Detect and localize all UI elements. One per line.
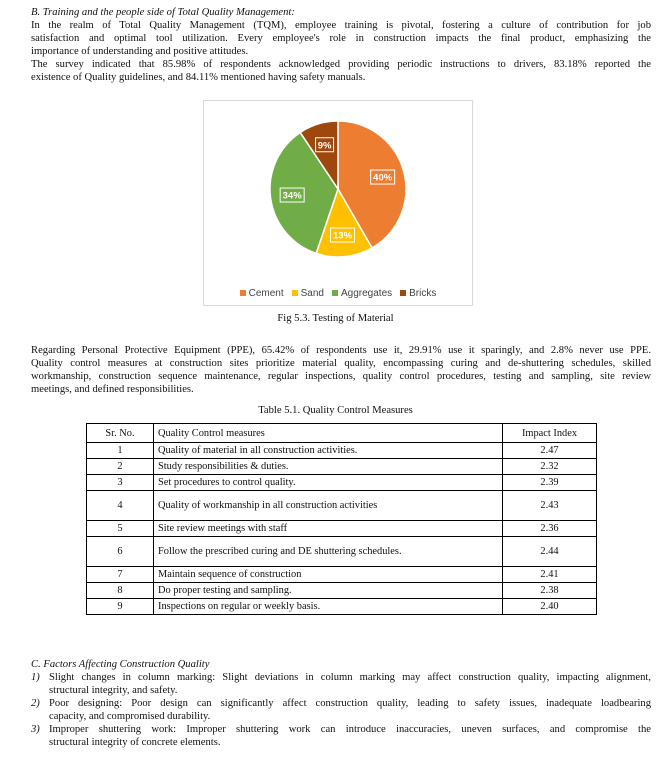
- list-item: [31, 723, 651, 749]
- table-row: [87, 491, 597, 521]
- cell-measure: Quality of material in all construction activities.: [154, 443, 503, 459]
- factors-list: [31, 671, 651, 749]
- pie-chart-svg: [204, 101, 472, 305]
- cell-impact-index: 2.47: [503, 443, 597, 459]
- legend-label: Cement: [248, 288, 284, 299]
- cell-sr-no: 2: [87, 459, 154, 475]
- text-line: Slight changes in column marking: Slight deviations in column marking may affect construction quality, impacting alignment,: [49, 672, 651, 683]
- cell-sr-no: 6: [87, 537, 154, 567]
- cell-impact-index: 2.44: [503, 537, 597, 567]
- text-line: importance of understanding and positive attitudes.: [31, 46, 249, 57]
- legend-swatch: [292, 290, 298, 296]
- table-caption: Table 5.1. Quality Control Measures: [258, 405, 413, 416]
- text-line: capacity, and compromised durability.: [49, 711, 211, 722]
- section-b-paragraph-1: [31, 19, 651, 58]
- legend-label: Bricks: [409, 288, 437, 299]
- text-line: Quality control measures at construction sites prioritize material quality, encompassing curing and de-shuttering schedules, skilled: [31, 358, 651, 369]
- pie-data-label: [331, 228, 355, 242]
- text-line: Improper shuttering work: Improper shuttering work can introduce inaccuracies, uneven surfaces, and compromise the: [49, 724, 651, 735]
- cell-measure: Set procedures to control quality.: [154, 475, 503, 491]
- svg-text:9%: 9%: [317, 140, 332, 152]
- cell-measure: Quality of workmanship in all construction activities: [154, 491, 503, 521]
- legend-swatch: [240, 290, 246, 296]
- text-line: Regarding Personal Protective Equipment (PPE), 65.42% of respondents use it, 29.91% use it sparingly, and 2.8% never use PPE.: [31, 345, 651, 356]
- table-row: [87, 475, 597, 491]
- cell-impact-index: 2.41: [503, 567, 597, 583]
- section-b-heading: B. Training and the people side of Total Quality Management:: [31, 7, 295, 18]
- cell-sr-no: 9: [87, 599, 154, 615]
- pie-data-label: [280, 188, 304, 202]
- text-line: The survey indicated that 85.98% of respondents acknowledged providing periodic instructions to drivers, 83.18% reported the: [31, 59, 651, 70]
- table-row: [87, 537, 597, 567]
- legend-item-cement: [240, 288, 284, 299]
- pie-data-label: [316, 138, 334, 152]
- text-line: existence of Quality guidelines, and 84.11% mentioned having safety manuals.: [31, 72, 366, 83]
- cell-impact-index: 2.36: [503, 521, 597, 537]
- figure-caption: Fig 5.3. Testing of Material: [277, 313, 394, 324]
- text-line: satisfaction and optimal tool utilization. Every employee's role in construction impacts the final product, emphasizing the: [31, 33, 651, 44]
- text-line: structural integrity of concrete elements.: [49, 737, 221, 748]
- cell-impact-index: 2.39: [503, 475, 597, 491]
- text-line: Poor designing: Poor design can significantly affect construction quality, leading to safety issues, inadequate loadbearing: [49, 698, 651, 709]
- quality-control-table: [86, 423, 597, 615]
- table-row: [87, 583, 597, 599]
- text-line: In the realm of Total Quality Management (TQM), employee training is pivotal, fostering a culture of contribution for job: [31, 20, 651, 31]
- pie-chart: [203, 100, 473, 306]
- list-item-number: 3): [31, 724, 40, 735]
- chart-legend: [204, 288, 472, 299]
- table-row: [87, 567, 597, 583]
- cell-measure: Study responsibilities & duties.: [154, 459, 503, 475]
- list-item: [31, 671, 651, 697]
- svg-text:40%: 40%: [373, 172, 393, 184]
- text-line: meetings, and defined responsibilities.: [31, 384, 194, 395]
- ppe-paragraph: [31, 344, 651, 396]
- section-b: [31, 6, 651, 84]
- legend-label: Aggregates: [340, 288, 393, 299]
- table-header-row: [87, 424, 597, 443]
- cell-impact-index: 2.38: [503, 583, 597, 599]
- cell-measure: Site review meetings with staff: [154, 521, 503, 537]
- header-sr-no: Sr. No.: [87, 424, 154, 443]
- section-b-paragraph-2: [31, 58, 651, 84]
- legend-swatch: [400, 290, 406, 296]
- cell-sr-no: 7: [87, 567, 154, 583]
- cell-sr-no: 1: [87, 443, 154, 459]
- table-row: [87, 521, 597, 537]
- svg-text:13%: 13%: [333, 230, 353, 242]
- header-measure: Quality Control measures: [154, 424, 503, 443]
- cell-measure: Follow the prescribed curing and DE shuttering schedules.: [154, 537, 503, 567]
- table-row: [87, 443, 597, 459]
- legend-item-aggregates: [332, 288, 392, 299]
- svg-text:34%: 34%: [282, 190, 302, 202]
- cell-impact-index: 2.32: [503, 459, 597, 475]
- list-item-number: 2): [31, 698, 40, 709]
- legend-label: Sand: [300, 288, 324, 299]
- legend-swatch: [332, 290, 338, 296]
- cell-measure: Inspections on regular or weekly basis.: [154, 599, 503, 615]
- cell-sr-no: 3: [87, 475, 154, 491]
- section-c-heading: C. Factors Affecting Construction Quality: [31, 659, 210, 670]
- header-impact-index: Impact Index: [503, 424, 597, 443]
- table-row: [87, 599, 597, 615]
- legend-item-bricks: [400, 288, 436, 299]
- table-row: [87, 459, 597, 475]
- pie-data-label: [371, 170, 395, 184]
- cell-impact-index: 2.40: [503, 599, 597, 615]
- list-item-number: 1): [31, 672, 40, 683]
- list-item: [31, 697, 651, 723]
- cell-measure: Maintain sequence of construction: [154, 567, 503, 583]
- legend-item-sand: [292, 288, 324, 299]
- cell-sr-no: 8: [87, 583, 154, 599]
- text-line: workmanship, construction sequence maintenance, regular inspections, quality control procedures, testing and sampling, site review: [31, 371, 651, 382]
- cell-impact-index: 2.43: [503, 491, 597, 521]
- section-c: [31, 658, 651, 749]
- cell-sr-no: 4: [87, 491, 154, 521]
- text-line: structural integrity, and safety.: [49, 685, 178, 696]
- cell-sr-no: 5: [87, 521, 154, 537]
- cell-measure: Do proper testing and sampling.: [154, 583, 503, 599]
